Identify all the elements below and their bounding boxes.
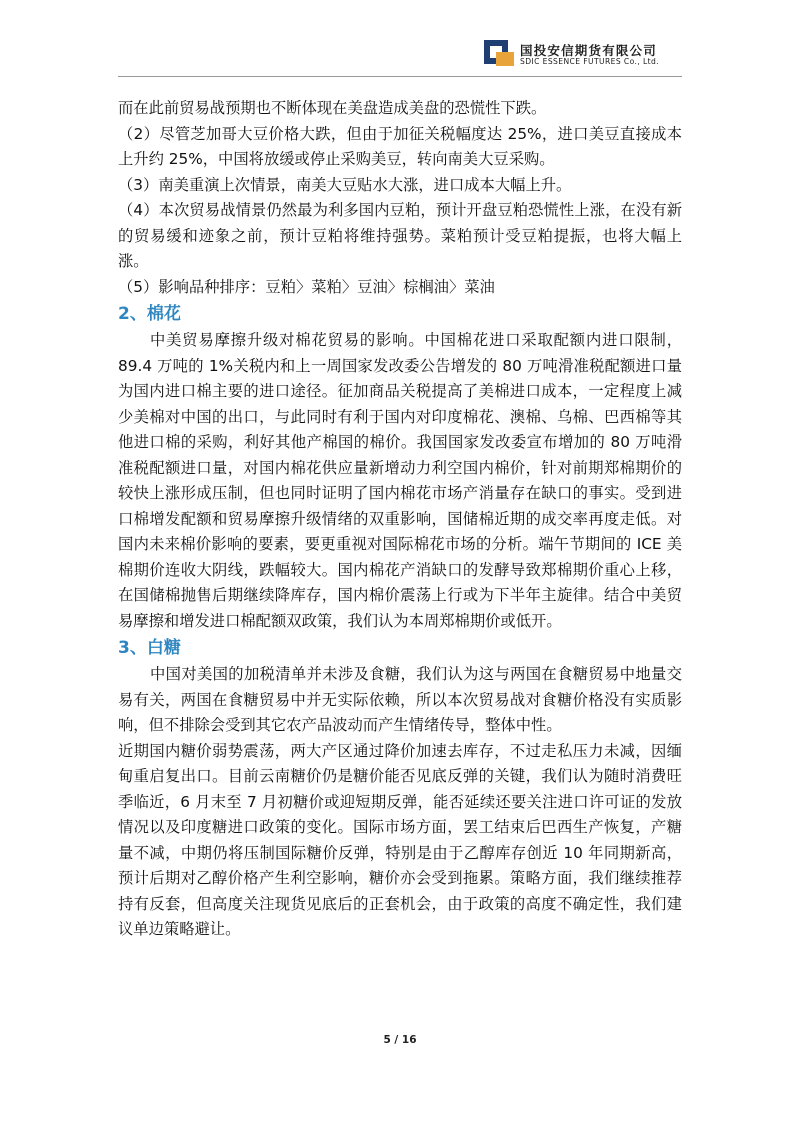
paragraph-soy-point-4: （4）本次贸易战情景仍然最为利多国内豆粕，预计开盘豆粕恐慌性上涨，在没有新的贸易缓和迹象之前，预计豆粕将维持强势。菜粕预计受豆粕提振，也将大幅上涨。 [118, 201, 682, 270]
main-content [118, 96, 682, 943]
paragraph-sugar-2: 近期国内糖价弱势震荡，两大产区通过降价加速去库存，不过走私压力未减，因缅甸重启复出口。目前云南糖价仍是糖价能否见底反弹的关键，我们认为随时消费旺季临近，6 月末至 7 月初糖价或迎短期反弹，能否延续还要关注进口许可证的发放情况以及印度糖进口政策的变化。国际市场方面，罢工结束后巴西生产恢复，产糖量不减，中期仍将压制国际糖价反弹，特别是由于乙醇库存创近 10 年同期新高，预计后期对乙醇价格产生利空影响，糖价亦会受到拖累。策略方面，我们继续推荐持有反套，但高度关注现货见底后的正套机会，由于政策的高度不确定性，我们建议单边策略避让。 [118, 741, 682, 938]
paragraph-soy-intro: 而在此前贸易战预期也不断体现在美盘造成美盘的恐慌性下跌。 [118, 99, 547, 117]
heading-sugar: 3、白糖 [118, 638, 181, 658]
heading-cotton: 2、棉花 [118, 304, 181, 324]
paragraph-sugar-1: 中国对美国的加税清单并未涉及食糖，我们认为这与两国在食糖贸易中地量交易有关，两国在食糖贸易中并无实际依赖，所以本次贸易战对食糖价格没有实质影响，但不排除会受到其它农产品波动而产生情绪传导，整体中性。 [118, 665, 682, 734]
logo-mark-icon [482, 36, 516, 70]
company-name-cn: 国投安信期货有限公司 [520, 43, 658, 58]
page-number: 5 / 16 [383, 1034, 417, 1046]
paragraph-soy-point-5: （5）影响品种排序：豆粕〉菜粕〉豆油〉棕榈油〉菜油 [118, 277, 495, 296]
company-name-en: SDIC ESSENCE FUTURES Co., Ltd. [520, 57, 659, 66]
company-logo [482, 36, 680, 70]
page-header [118, 28, 682, 77]
paragraph-soy-point-2: （2）尽管芝加哥大豆价格大跌，但由于加征关税幅度达 25%，进口美豆直接成本上升约 25%，中国将放缓或停止采购美豆，转向南美大豆采购。 [118, 124, 682, 168]
paragraph-soy-point-3: （3）南美重演上次情景，南美大豆贴水大涨，进口成本大幅上升。 [118, 175, 572, 194]
paragraph-cotton: 中美贸易摩擦升级对棉花贸易的影响。中国棉花进口采取配额内进口限制，89.4 万吨的 1%关税内和上一周国家发改委公告增发的 80 万吨滑准税配额进口量为国内进口棉主要的进口途径。征加商品关税提高了美棉进口成本，一定程度上减少美棉对中国的出口，与此同时有利于国内对印度棉花、澳棉、乌棉、巴西棉等其他进口棉的采购，利好其他产棉国的棉价。我国国家发改委宣布增加的 80 万吨滑准税配额进口量，对国内棉花供应量新增动力利空国内棉价，针对前期郑棉期价的较快上涨形成压制，但也同时证明了国内棉花市场产消量存在缺口的事实。受到进口棉增发配额和贸易摩擦升级情绪的双重影响，国储棉近期的成交率再度走低。对国内未来棉价影响的要素，要更重视对国际棉花市场的分析。端午节期间的 ICE 美棉期价连收大阴线，跌幅较大。国内棉花产消缺口的发酵导致郑棉期价重心上移，在国储棉抛售后期继续降库存，国内棉价震荡上行或为下半年主旋律。结合中美贸易摩擦和增发进口棉配额双政策，我们认为本周郑棉期价或低开。 [118, 331, 682, 630]
